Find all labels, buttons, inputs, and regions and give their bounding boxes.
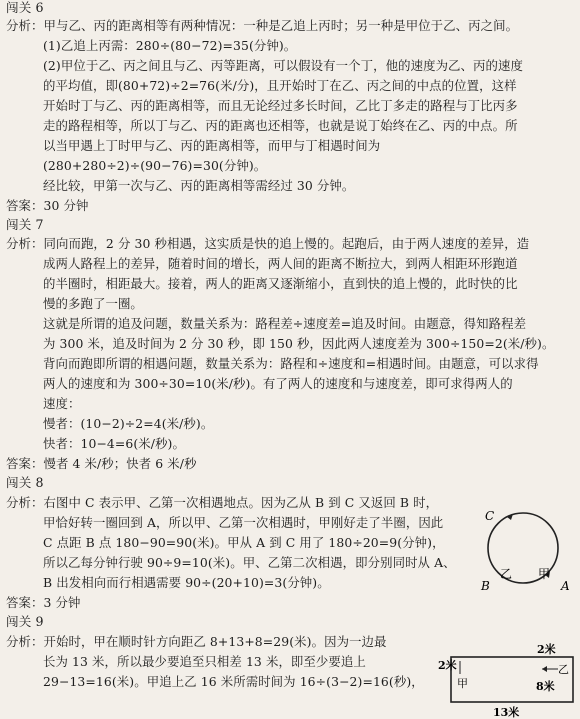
label-2m-left: 2米: [438, 659, 457, 672]
heading-level-8: 闯关 8: [6, 475, 44, 490]
label-8m: 8米: [536, 680, 555, 693]
yi-arrow-icon: [542, 666, 547, 672]
heading-level-7: 闯关 7: [6, 217, 44, 232]
analysis-line: 分析：右图中 C 表示甲、乙第一次相遇地点。因为乙从 B 到 C 又返回 B 时，: [6, 495, 439, 510]
formula-line: 快者：10−4=6(米/秒)。: [43, 436, 185, 451]
analysis-line: 经比较，甲第一次与乙、丙的距离相等需经过 30 分钟。: [43, 178, 355, 193]
analysis-line: 速度：: [43, 396, 81, 411]
rectangle-track-figure: [438, 640, 580, 719]
analysis-line: C 点距 B 点 180−90=90(米)。甲从 A 到 C 用了 180÷20=9(分钟)，: [43, 535, 445, 550]
circle-track-figure: [478, 500, 576, 598]
analysis-line: 分析：开始时，甲在顺时针方向距乙 8+13+8=29(米)。因为一边最: [6, 634, 387, 649]
analysis-line: (1)乙追上丙需：280÷(80−72)=35(分钟)。: [43, 38, 297, 53]
answer-line: 答案：慢者 4 米/秒；快者 6 米/秒: [6, 456, 197, 471]
formula-line: (280+280÷2)÷(90−76)=30(分钟)。: [43, 158, 267, 173]
analysis-line: 的平均值，即(80+72)÷2=76(米/分)，且开始时丁在乙、丙之间的中点的位置，这样: [43, 78, 517, 93]
analysis-line: 这就是所谓的追及问题，数量关系为：路程差÷速度差=追及时间。由题意，得知路程差: [43, 316, 527, 331]
analysis-line: 分析：甲与乙、丙的距离相等有两种情况：一种是乙追上丙时；另一种是甲位于乙、丙之间。: [6, 18, 519, 33]
label-jia: 甲: [538, 567, 551, 581]
label-13m: 13米: [493, 706, 520, 719]
analysis-line: 为 300 米，追及时间为 2 分 30 秒，即 150 秒，因此两人速度差为 300÷150=2(米/秒)。: [43, 336, 555, 351]
analysis-line: 背向而跑即所谓的相遇问题，数量关系为：路程和÷速度和=相遇时间。由题意，可以求得: [43, 356, 539, 371]
analysis-line: 所以乙每分钟行驶 90÷9=10(米)。甲、乙第二次相遇，即分别同时从 A、: [43, 555, 456, 570]
analysis-line: 走的路程相等，所以丁与乙、丙的距离也还相等，也就是说丁始终在乙、丙的中点。所: [43, 118, 518, 133]
label-yi: 乙: [500, 567, 513, 581]
answer-line: 答案：30 分钟: [6, 198, 89, 213]
analysis-line: 慢的多跑了一圈。: [43, 296, 143, 311]
formula-line: 慢者：(10−2)÷2=4(米/秒)。: [43, 416, 214, 431]
analysis-line: B 出发相向而行相遇需要 90÷(20+10)=3(分钟)。: [43, 575, 330, 590]
analysis-line: 开始时丁与乙、丙的距离相等，而且无论经过多长时间，乙比丁多走的路程与丁比丙多: [43, 98, 518, 113]
analysis-line: 甲恰好转一圈回到 A，所以甲、乙第一次相遇时，甲刚好走了半圈，因此: [43, 515, 444, 530]
analysis-line: 长为 13 米，所以最少要追至只相差 13 米，即至少要追上: [43, 654, 366, 669]
answer-line: 答案：3 分钟: [6, 595, 81, 610]
analysis-line: 以当甲遇上丁时甲与乙、丙的距离相等，而甲与丁相遇时间为: [43, 138, 381, 153]
analysis-line: 29−13=16(米)。甲追上乙 16 米所需时间为 16÷(3−2)=16(秒)，: [43, 674, 424, 689]
label-c: C: [485, 509, 495, 523]
track-rectangle: [451, 657, 573, 702]
label-2m-top: 2米: [537, 643, 556, 656]
analysis-line: 成两人路程上的差异，随着时间的增长，两人间的距离不断拉大，到两人相距环形跑道: [43, 256, 518, 271]
analysis-line: 两人的速度和为 300÷30=10(米/秒)。有了两人的速度和与速度差，即可求得两人的: [43, 376, 513, 391]
analysis-line: (2)甲位于乙、丙之间且与乙、丙等距离，可以假设有一个丁，他的速度为乙、丙的速度: [43, 58, 524, 73]
label-a: A: [561, 579, 570, 593]
label-jia: 甲: [457, 677, 468, 690]
heading-level-9: 闯关 9: [6, 614, 44, 629]
analysis-line: 分析：同向而跑，2 分 30 秒相遇，这实质是快的追上慢的。起跑后，由于两人速度的差异，造: [6, 236, 530, 251]
heading-level-6: 闯关 6: [6, 0, 44, 15]
label-yi: 乙: [558, 663, 569, 676]
analysis-line: 的半圈时，相距最大。接着，两人的距离又逐渐缩小，直到快的追上慢的，此时快的比: [43, 276, 518, 291]
label-b: B: [481, 579, 490, 593]
